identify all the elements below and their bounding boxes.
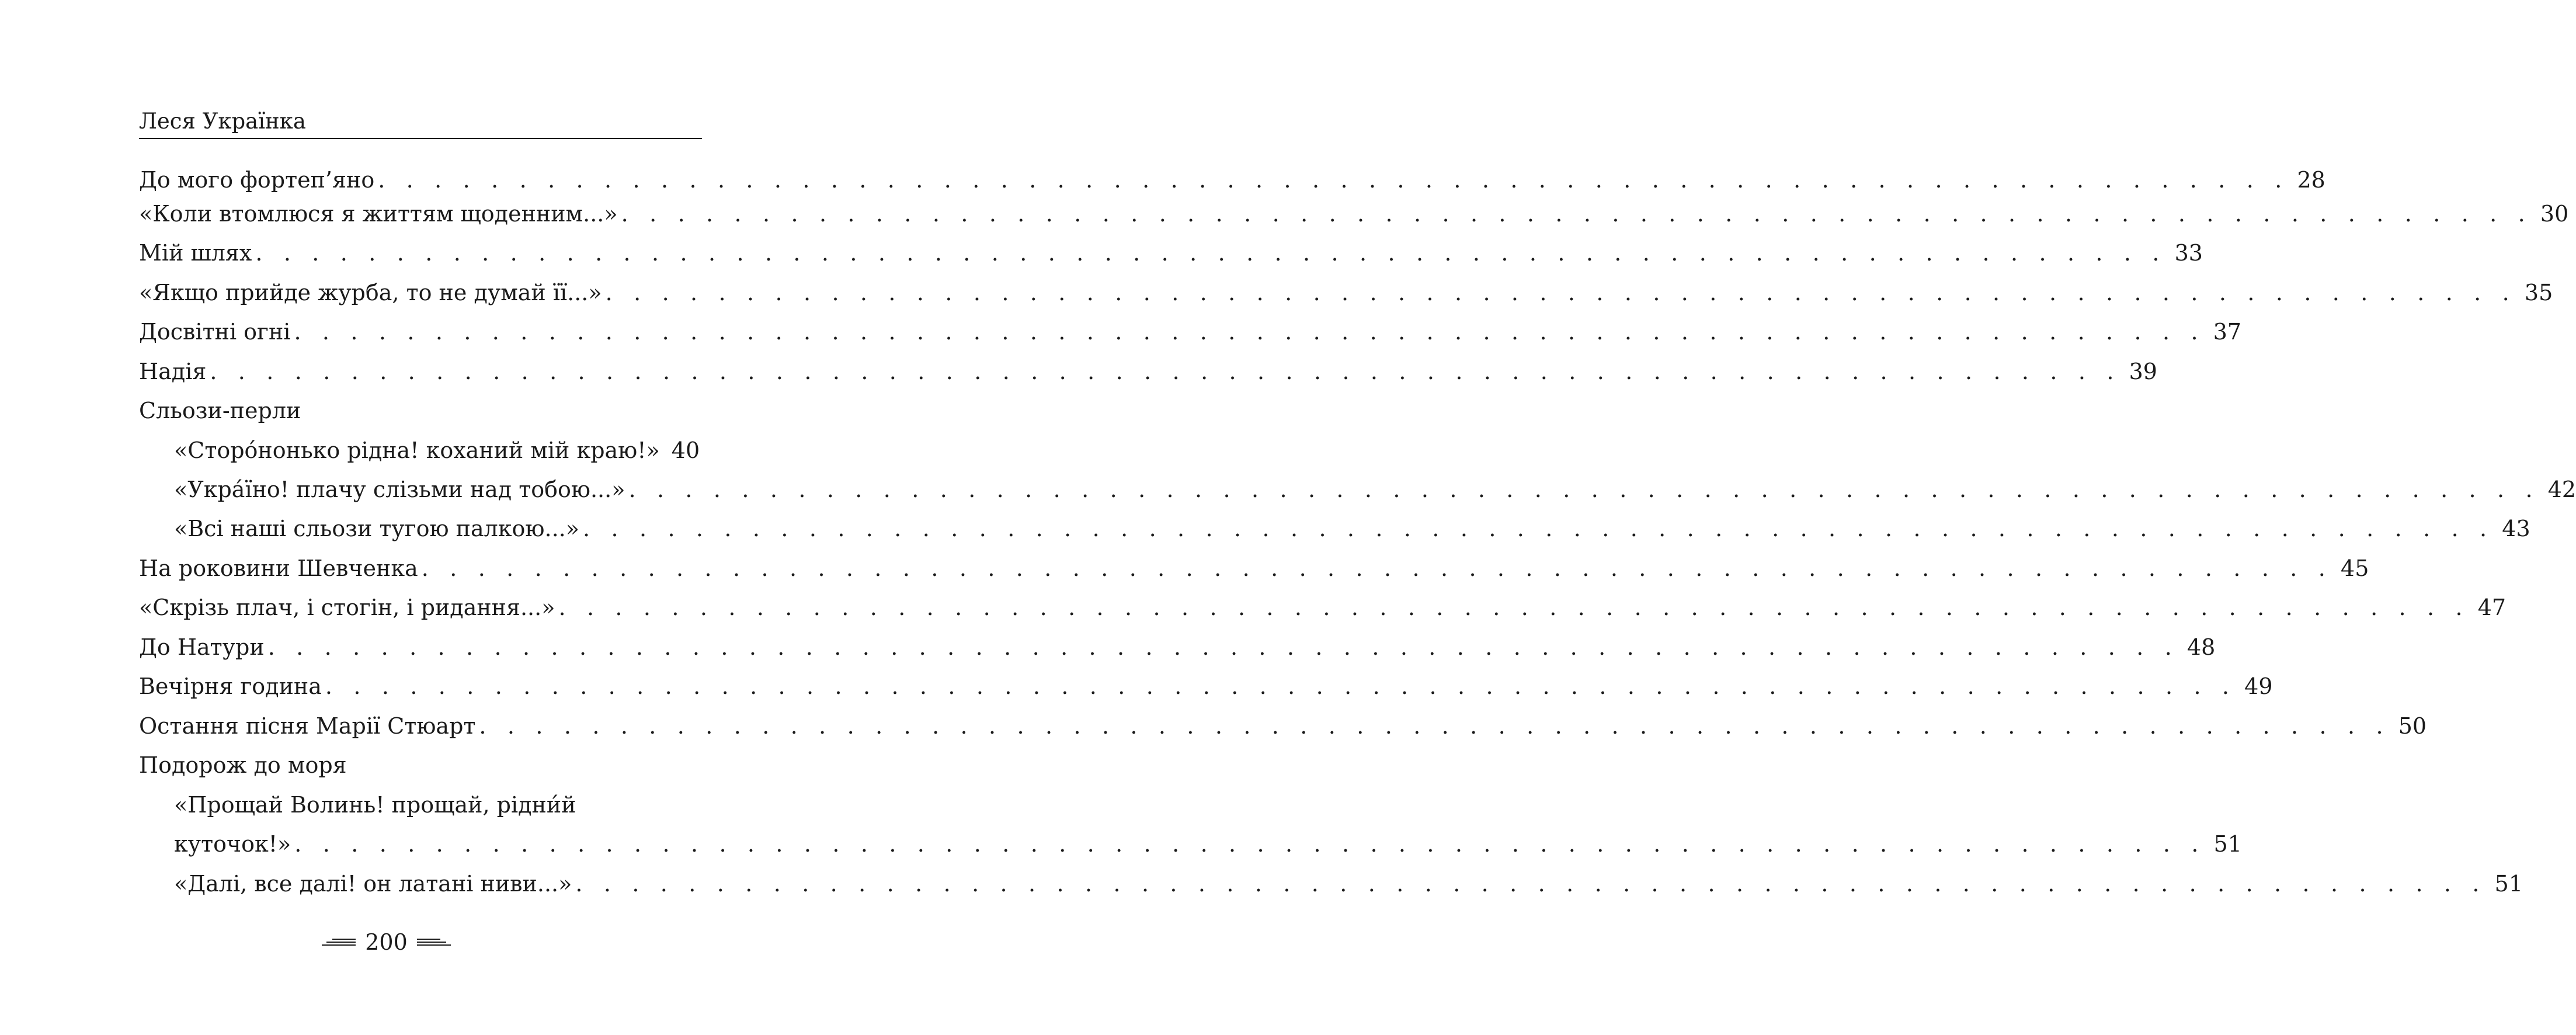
toc-entry-page: 48 xyxy=(2186,634,2216,660)
toc-entry xyxy=(139,317,2242,346)
toc-entry xyxy=(139,165,2325,195)
dot-leader: . . . . . . . . . . . . . . . . . . . . . . . . . . . . . . . . . . . . . . . . . . . . . . . . . . . . . . . . . . . . . . . . . . . . xyxy=(325,673,2237,699)
toc-entry-page: 42 xyxy=(2547,477,2576,502)
toc-entry-title: «Сторо́нонько рідна! коханий мій краю!» xyxy=(174,437,660,463)
toc-entry xyxy=(139,711,2427,741)
toc-entry-title: Сльози-перли xyxy=(139,398,301,423)
toc-entry xyxy=(139,869,2523,898)
toc-entry-page: 28 xyxy=(2297,167,2325,193)
toc-entry-title: «Прощай Волинь! прощай, рідни́й xyxy=(174,792,576,818)
toc-entry-title: До Натури xyxy=(139,634,265,660)
toc-entry-title: «Укра́їно! плачу слізьми над тобою...» xyxy=(174,477,625,502)
toc-entry xyxy=(139,672,2273,701)
toc-entry-title: «Далі, все далі! он латані ниви...» xyxy=(174,871,572,897)
toc-entry-title: Надія xyxy=(139,359,207,384)
toc-entry-title: «Якщо прийде журба, то не думай її...» xyxy=(139,280,602,305)
dot-leader: . . . . . . . . . . . . . . . . . . . . . . . . . . . . . . . . . . . . . . . . . . . . . . . . . . . . . . . . . . . . . . . . . . . . xyxy=(479,713,2390,739)
toc-entry xyxy=(139,593,2507,622)
dot-leader: . . . . . . . . . . . . . . . . . . . . . . . . . . . . . . . . . . . . . . . . . . . . . . . . . . . . . . . . . . . . . . . . . . . . xyxy=(294,319,2205,345)
toc-entry-title: «Коли втомлюся я життям щоденним...» xyxy=(139,201,618,227)
toc-entry-page: 47 xyxy=(2477,595,2507,620)
toc-entry-page: 43 xyxy=(2502,516,2530,541)
table-of-contents xyxy=(139,0,2576,1035)
toc-entry-page: 40 xyxy=(671,437,700,463)
toc-section-heading xyxy=(139,751,700,780)
dot-leader: . . . . . . . . . . . . . . . . . . . . . . . . . . . . . . . . . . . . . . . . . . . . . . . . . . . . . . . . . . . . . . . . . . . . xyxy=(294,831,2206,857)
toc-entry xyxy=(139,436,700,465)
toc-entry-title: Вечірня година xyxy=(139,673,322,699)
toc-entry xyxy=(139,238,2203,268)
dot-leader: . . . . . . . . . . . . . . . . . . . . . . . . . . . . . . . . . . . . . . . . . . . . . . . . . . . . . . . . . . . . . . . . . . . . xyxy=(605,280,2516,305)
toc-entry-title: Подорож до моря xyxy=(139,752,347,778)
dot-leader: . . . . . . . . . . . . . . . . . . . . . . . . . . . . . . . . . . . . . . . . . . . . . . . . . . . . . . . . . . . . . . . . . . . . xyxy=(255,240,2167,266)
toc-entry-page: 51 xyxy=(2213,831,2242,857)
toc-entry-page: 50 xyxy=(2398,713,2427,739)
toc-entry xyxy=(139,357,2157,386)
toc-entry xyxy=(139,475,2576,504)
dot-leader: . . . . . . . . . . . . . . . . . . . . . . . . . . . . . . . . . . . . . . . . . . . . . . . . . . . . . . . . . . . . . . . . . . . . xyxy=(210,359,2121,384)
toc-entry xyxy=(139,554,2369,583)
toc-entry-title: «Скрізь плач, і стогін, і ридання...» xyxy=(139,595,555,620)
toc-entry-page: 39 xyxy=(2129,359,2157,384)
toc-entry-page: 51 xyxy=(2494,871,2523,897)
dot-leader: . . . . . . . . . . . . . . . . . . . . . . . . . . . . . . . . . . . . . . . . . . . . . . . . . . . . . . . . . . . . . . . . . . . . xyxy=(575,871,2487,897)
toc-entry-page: 45 xyxy=(2341,555,2369,581)
dot-leader: . . . . . . . . . . . . . . . . . . . . . . . . . . . . . . . . . . . . . . . . . . . . . . . . . . . . . . . . . . . . . . . . . . . . xyxy=(628,477,2540,502)
dot-leader: . . . . . . . . . . . . . . . . . . . . . . . . . . . . . . . . . . . . . . . . . . . . . . . . . . . . . . . . . . . . . . . . . . . . xyxy=(421,555,2333,581)
toc-entry-title: Остання пісня Марії Стюарт xyxy=(139,713,476,739)
toc-entry-title: «Всі наші сльози тугою палкою...» xyxy=(174,516,580,541)
page-number: 200 xyxy=(365,929,408,955)
author-name: Леся Українка xyxy=(139,109,306,134)
dot-leader: . . . . . . . . . . . . . . . . . . . . . . . . . . . . . . . . . . . . . . . . . . . . . . . . . . . . . . . . . . . . . . . . . . . . xyxy=(267,634,2179,660)
dot-leader: . . . . . . . . . . . . . . . . . . . . . . . . . . . . . . . . . . . . . . . . . . . . . . . . . . . . . . . . . . . . . . . . . . . . xyxy=(583,516,2494,541)
toc-entry-title: куточок!» xyxy=(174,831,291,857)
ornament-lines-left xyxy=(322,939,356,946)
toc-entry xyxy=(139,633,2216,662)
toc-entry-title: Досвітні огні xyxy=(139,319,291,345)
toc-entry-page: 35 xyxy=(2524,280,2553,305)
toc-entry-page: 33 xyxy=(2174,240,2203,266)
toc-entry-title: До мого фортеп’яно xyxy=(139,167,375,193)
toc-entry-page: 37 xyxy=(2213,319,2242,345)
dot-leader: . . . . . . . . . . . . . . . . . . . . . . . . . . . . . . . . . . . . . . . . . . . . . . . . . . . . . . . . . . . . . . . . . . . . xyxy=(621,201,2532,227)
toc-entry-page: 49 xyxy=(2244,673,2273,699)
toc-section-heading xyxy=(139,396,700,425)
toc-entry-title: На роковини Шевченка xyxy=(139,555,418,581)
toc-entry xyxy=(139,199,2569,228)
ornament-lines-right xyxy=(417,939,451,946)
toc-entry xyxy=(139,514,2530,543)
dot-leader: . . . . . . . . . . . . . . . . . . . . . . . . . . . . . . . . . . . . . . . . . . . . . . . . . . . . . . . . . . . . . . . . . . . . xyxy=(558,595,2470,620)
toc-entry-title: Мій шлях xyxy=(139,240,252,266)
dot-leader: . . . . . . . . . . . . . . . . . . . . . . . . . . . . . . . . . . . . . . . . . . . . . . . . . . . . . . . . . . . . . . . . . . . . xyxy=(378,167,2289,193)
toc-entry-line-1 xyxy=(139,790,700,819)
page-footer xyxy=(0,928,773,957)
toc-entry xyxy=(139,278,2553,307)
toc-entry-page: 30 xyxy=(2540,201,2569,227)
toc-entry-line-2 xyxy=(139,829,2242,859)
